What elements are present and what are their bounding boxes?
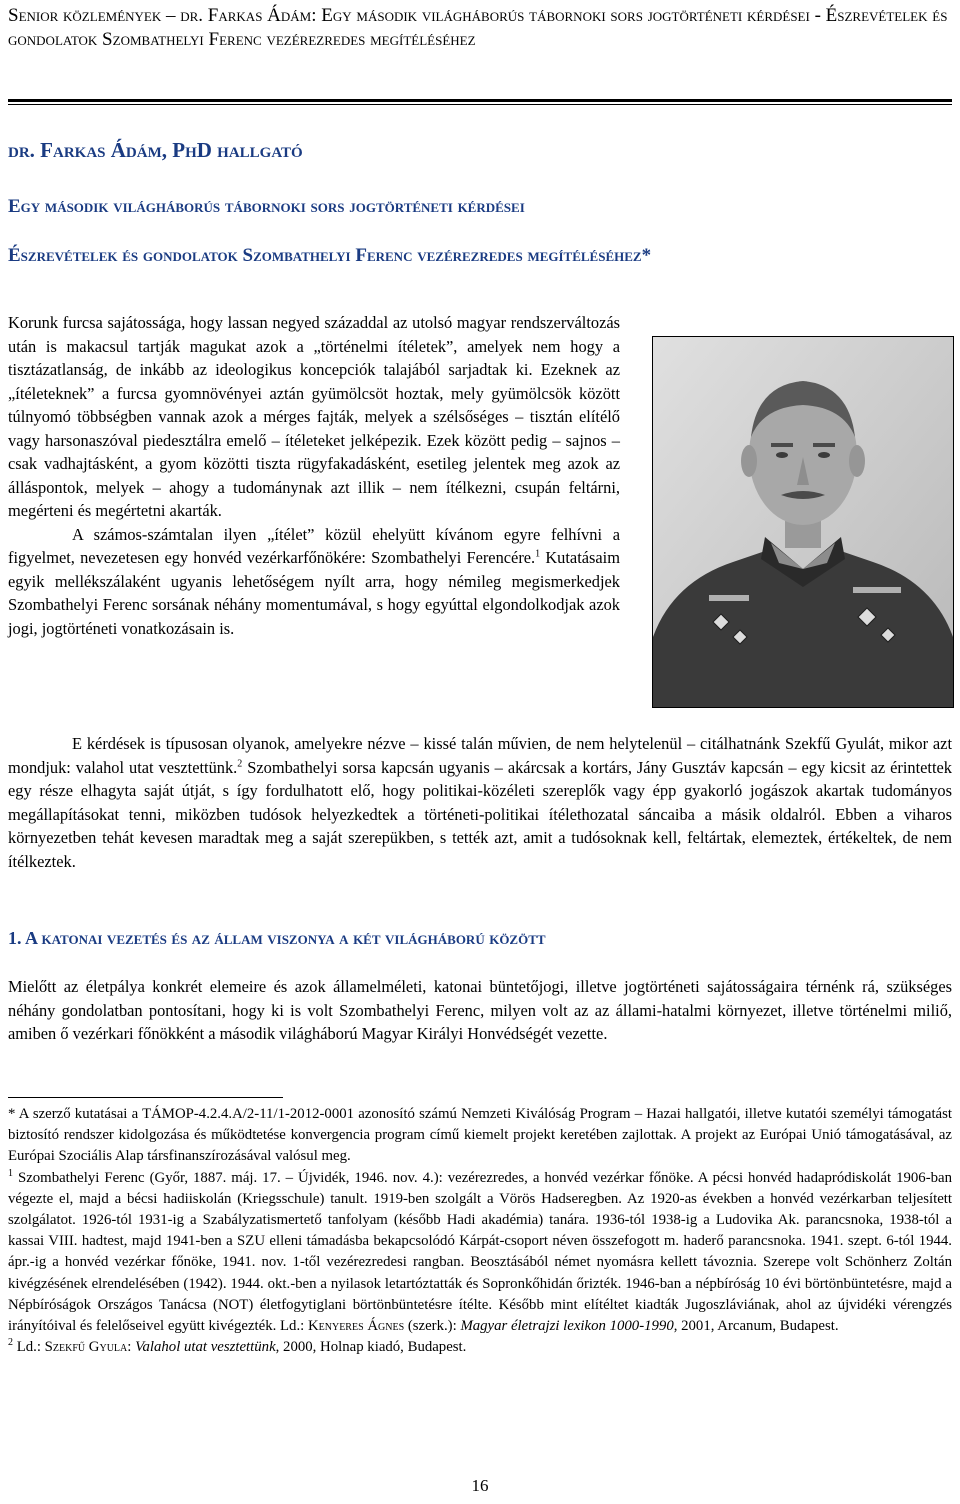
- footnote-ref-2[interactable]: 2: [237, 758, 243, 770]
- page-number: 16: [471, 1476, 489, 1495]
- footnote-2-tail: , 2000, Holnap kiadó, Budapest.: [275, 1339, 467, 1356]
- running-header: Senior közlemények – dr. Farkas Ádám: Egy második világháborús tábornoki sors jogtörténeti kérdései - Észrevételek és gondolatok Szombathelyi Ferenc vezérezredes megítéléséhez: [8, 5, 948, 50]
- paragraph-1: Korunk furcsa sajátossága, hogy lassan negyed századdal az utolsó magyar rendszerváltozás után is makacsul tartják magukat azok a „történelmi ítéletek”, amelyek nem hogy a tisztázatlanság, de inkább az ideologikus koncepciók talajából sarjadtak ki. Ezeknek az „ítéleteknek” a furcsa gyomnövényei aztán gyümölcsöt hoztak, mely gyümölcsök között túlnyomó többségben vannak azok a mérges fajták, melyek a szélsőséges – tisztán elítélő vagy harsonaszóval piedesztálra emelő – ítéleteket jelképezik. Ezek között pedig – sajnos – csak vadhajtásként, a gyom közötti tiszta rügyfakadásként, esetileg jelentek meg azok az álláspontok, melyek – ahogy a tudománynak azt illik – nem ítélkezni, csupán feltárni, megérteni és megértetni akarták.: [8, 313, 620, 520]
- footnotes: [8, 1104, 952, 1358]
- footnote-1-number: 1: [8, 1167, 13, 1179]
- footnote-1: [8, 1168, 952, 1338]
- section-heading: 1. A katonai vezetés és az állam viszonya a két világháború között: [8, 928, 546, 948]
- footnote-rule: [8, 1097, 283, 1098]
- footnote-1-text: Szombathelyi Ferenc (Győr, 1887. máj. 17. – Újvidék, 1946. nov. 4.): vezérezredes, a honvéd vezérkar főnöke. A pécsi honvéd hadapródiskolát 1906-ban végezte el, majd a bécsi hadiiskolán (Kriegsschule) tanult. 1919-ben szolgált a Vörös Hadseregben. Az 1920-as években a honvéd vezérkarban teljesített szolgálatot. 1926-tól 1931-ig a Szabályzatismertető tanfolyam (később Hadi akadémia) tanára. 1936-tól 1938-ig a Ludovika Ak. parancsnoka, 1938-tól a kassai VIII. hadtest, majd 1941-ben a SZU elleni támadásba bekapcsolódó Kárpát-csoport néven összefogott m. haderő parancsnoka. 1941. szept. 6-tól 1944. ápr.-ig a honvéd vezérkar főnöke, 1941. nov. 1-től vezérezredesi rangban. Beosztásából német nyomásra kellett távoznia. Szerepe volt Schönherz Zoltán kivégzésének elrendelésében (1942). 1944. okt.-ben a nyilasok letartóztatták és Sopronkőhidán őrizték. 1946-ban a népbíróság 10 évi börtönbüntetésre, majd a Népbíróságok Országos Tanácsa (NOT) életfogytiglani börtönbüntetésre ítélte. Később mint elítéltet kiadták Jugoszláviának, ahol az újvidéki vérengzés irányítóival és felelőseivel együtt kivégezték. Ld.:: [8, 1169, 952, 1335]
- intro-block: [8, 311, 620, 640]
- footnote-2-author: Szekfű Gyula: [44, 1339, 128, 1356]
- footnote-1-sep: (szerk.):: [404, 1318, 461, 1335]
- subtitle: Észrevételek és gondolatok Szombathelyi Ferenc vezérezredes megítéléséhez*: [8, 245, 652, 266]
- footnote-star: * A szerző kutatásai a TÁMOP-4.2.4.A/2-11/1-2012-0001 azonosító számú Nemzeti Kiválóság Program – Hazai hallgatói, illetve kutatói személyi támogatást biztosító rendszer kidolgozása és működtetése konvergencia program című kiemelt projekt keretében zajlottak. A projekt az Európai Unió támogatásával, az Európai Szociális Alap társfinanszírozásával valósul meg.: [8, 1106, 952, 1165]
- wide-block: [8, 732, 952, 873]
- footnote-2-text: Ld.:: [13, 1339, 45, 1356]
- paragraph-3-text-a: E kérdések is típusosan olyanok, amelyekre nézve – kissé talán művien, de nem helytelenül – citálhatnánk Szekfű Gyulát, mikor azt mondjuk: valahol utat vesztettünk.: [8, 734, 952, 777]
- paragraph-2-text-a: A számos-számtalan ilyen „ítélet” közül ehelyütt kívánom egyre felhívni a figyelmet, nevezetesen egy honvéd vezérkarfőnökére: Szombathelyi Ferencére.: [8, 524, 620, 567]
- footnote-1-author: Kenyeres Ágnes: [307, 1318, 405, 1335]
- footnote-1-title: Magyar életrajzi lexikon 1000-1990: [460, 1318, 674, 1335]
- paragraph-2: [8, 523, 620, 641]
- footnote-2: [8, 1337, 952, 1358]
- portrait-illustration: [653, 337, 953, 707]
- footnote-ref-1[interactable]: 1: [535, 548, 541, 560]
- author-line: dr. Farkas Ádám, PhD hallgató: [8, 138, 303, 162]
- header-rule-thin: [8, 104, 952, 105]
- section-body: Mielőtt az életpálya konkrét elemeire és azok államelméleti, katonai büntetőjogi, illetve jogtörténeti sajátosságaira térnénk rá, szükséges néhány gondolatban pontosítani, hogy ki is volt Szombathelyi Ferenc, milyen volt az az állami-hatalmi környezet, illetve történelmi miliő, amiben ő vezérkari főnökként a második világháború Magyar Királyi Honvédségét vezette.: [8, 977, 952, 1043]
- header-rule: [8, 99, 952, 102]
- paragraph-2-text-b: Kutatásaim egyik mellékszálaként ugyanis lehetőségem nyílt arra, hogy némileg megismerkedjek Szombathelyi Ferenc sorsának néhány momentumával, s hogy egyúttal elgondolkodjak azok jogi, jogtörténeti vonatkozásain is.: [8, 548, 620, 638]
- footnote-2-number: 2: [8, 1337, 13, 1349]
- main-title: Egy második világháborús tábornoki sors jogtörténeti kérdései: [8, 196, 525, 217]
- footnote-2-sep: :: [127, 1339, 136, 1356]
- footnote-2-title: Valahol utat vesztettünk: [135, 1339, 276, 1356]
- paragraph-3-text-b: Szombathelyi sorsa kapcsán ugyanis – akárcsak a kortárs, Jány Gusztáv kapcsán – egy kicsit az érintettek egy része elhagyta saját útját, s így fordulhatott elő, hogy politikai-közéleti szereplők vagy épp gyakorló jogászok akartak tudományos megállapításokat tenni, miközben tudósok helyezkedtek a történeti-politikai ítélethozatal sáncaiba a másik oldalról. Ebben a viharos környezetben tehát kevesen maradtak meg a saját szerepükben, s tették azt, amit a tudósoknak kell, feltártak, elemeztek, értékeltek, de nem ítélkeztek.: [8, 757, 952, 871]
- paragraph-3: [8, 732, 952, 873]
- portrait-photo: [652, 336, 954, 708]
- footnote-1-tail: , 2001, Arcanum, Budapest.: [673, 1318, 839, 1335]
